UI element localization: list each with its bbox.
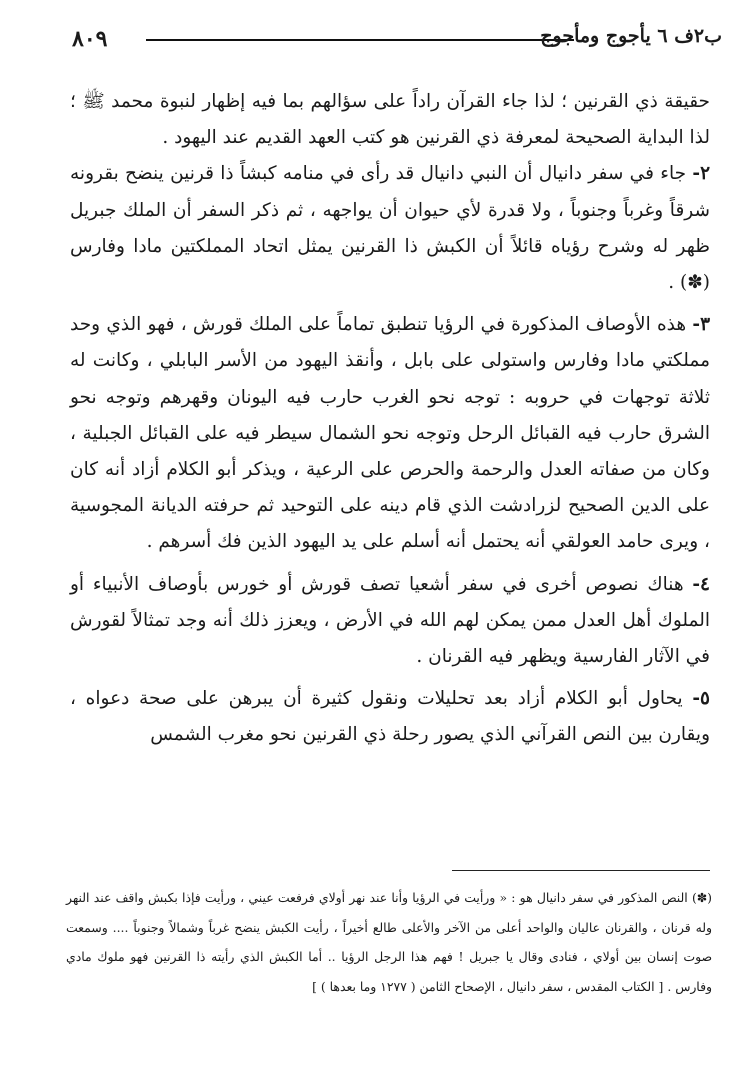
item-text: جاء في سفر دانيال أن النبي دانيال قد رأى في منامه كبشاً ذا قرنين ينضح بقرونه شرقاً وغرباً وجنوباً ، ولا قدرة لأي حيوان أن يواجهه ، ثم ذكر السفر أن الملك جبريل ظهر له وشرح رؤياه قائلاً أن الكبش ذا القرنين يمثل اتحاد المملكتين مادا وفارس (✽) . <box>70 163 710 294</box>
body-text <box>70 84 710 754</box>
item-text: هذه الأوصاف المذكورة في الرؤيا تنطبق تماماً على الملك قورش ، فهو الذي وحد مملكتي مادا وفارس واستولى على بابل ، وأنقذ اليهود من الأسر البابلي ، وكانت له ثلاثة توجهات في حروبه : توجه نحو الغرب حارب فيه اليونان وقهرهم وتوجه نحو الشرق حارب فيه القبائل الرحل وتوجه نحو الشمال سيطر فيه على القبائل الجبلية ، وكان من صفاته العدل والرحمة والحرص على الرعية ، ويذكر أبو الكلام أزاد أنه كان على الدين الصحيح لزرادشت الذي قام دينه على التوحيد ثم حرفته الديانة المجوسية ، ويرى حامد العولقي أنه يحتمل أنه أسلم على يد اليهود الذين فك أسرهم . <box>70 314 710 553</box>
footnote-rule <box>452 870 710 871</box>
running-title: ب٢ف ٦ يأجوج ومأجوج <box>540 25 722 47</box>
page-header <box>66 22 722 58</box>
list-item-5 <box>70 681 710 753</box>
header-rule <box>146 39 574 41</box>
list-item-3 <box>70 307 710 560</box>
intro-paragraph: حقيقة ذي القرنين ؛ لذا جاء القرآن راداً على سؤالهم بما فيه إظهار لنبوة محمد ﷺ ؛ لذا البداية الصحيحة لمعرفة ذي القرنين هو كتب العهد القديم عند اليهود . <box>70 91 710 149</box>
item-number: ٥- <box>692 688 710 710</box>
item-text: يحاول أبو الكلام أزاد بعد تحليلات ونقول كثيرة أن يبرهن على صحة دعواه ، ويقارن بين النص القرآني الذي يصور رحلة ذي القرنين نحو مغرب الشمس <box>70 688 710 746</box>
list-item-4 <box>70 567 710 676</box>
page-number: ٨٠٩ <box>72 26 108 52</box>
footnote: (✽) النص المذكور في سفر دانيال هو : « ورأيت في الرؤيا وأنا عند نهر أولاي فرفعت عيني ، ورأيت فإذا بكبش واقف عند النهر وله قرنان ، والقرنان عاليان والواحد أعلى من الآخر والأعلى طالع أخيراً ، رأيت الكبش ينضح غرباً وشمالاً وجنوباً .... وسمعت صوت إنسان بين أولاي ، فنادى وقال يا جبريل ! فهم هذا الرجل الرؤيا .. أما الكبش الذي رأيته ذا القرنين فهو ملوك مادي وفارس . [ الكتاب المقدس ، سفر دانيال ، الإصحاح الثامن ( ١٢٧٧ وما بعدها ) ] <box>66 890 712 994</box>
item-number: ٤- <box>692 573 710 595</box>
item-number: ٣- <box>692 314 710 336</box>
item-text: هناك نصوص أخرى في سفر أشعيا تصف قورش أو خورس بأوصاف الأنبياء أو الملوك أهل العدل ممن يمكن لهم الله في الأرض ، ويعزز ذلك أنه وجد تمثالاً لقورش في الآثار الفارسية ويظهر فيه القرنان . <box>70 573 710 668</box>
list-item-2 <box>70 156 710 301</box>
item-number: ٢- <box>692 163 710 185</box>
